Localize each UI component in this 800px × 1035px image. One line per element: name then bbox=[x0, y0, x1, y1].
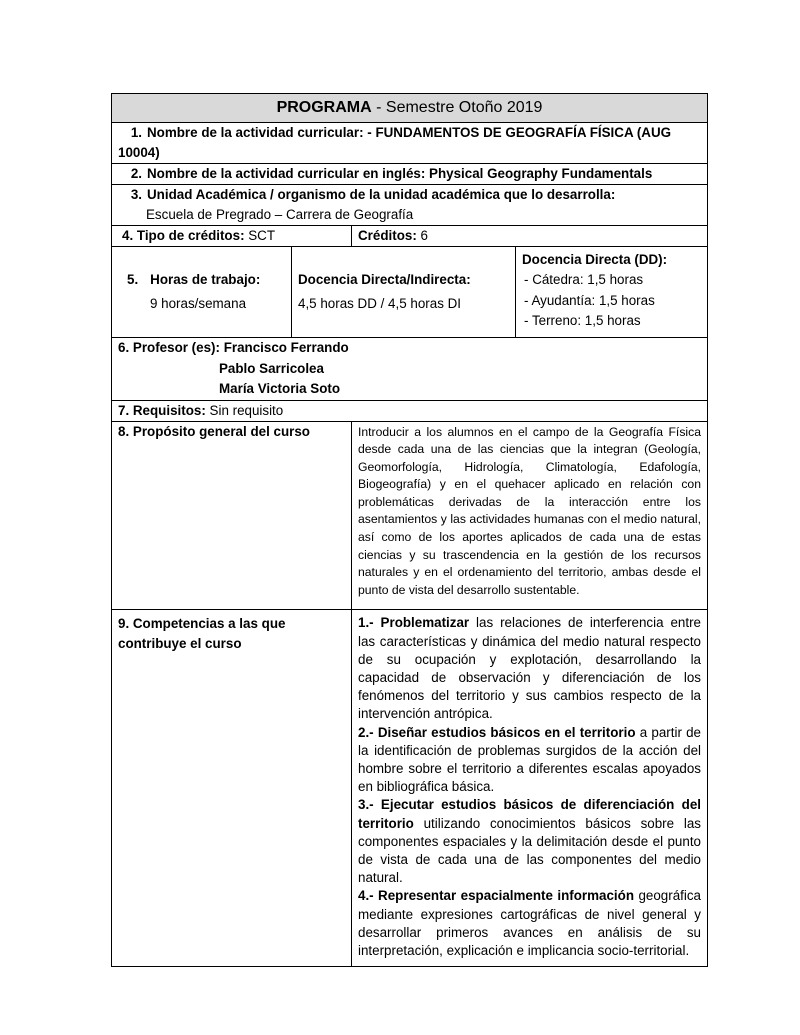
competency-item: 2.- Diseñar estudios básicos en el territorio a partir de la identificación de problemas surgidos de la acción del hombre sobre el territorio a diferentes escalas apoyados en bibliográfica básica. bbox=[358, 724, 702, 795]
professor-name: Pablo Sarricolea bbox=[219, 360, 324, 376]
row-number: 3. bbox=[130, 187, 142, 202]
purpose-label: 8. Propósito general del curso bbox=[118, 423, 310, 439]
row-work-hours bbox=[112, 247, 708, 338]
requirements-label: 7. Requisitos: bbox=[118, 402, 206, 418]
row-number: 1. bbox=[130, 125, 142, 140]
row-activity-name bbox=[112, 123, 708, 164]
credit-type-value: SCT bbox=[244, 228, 276, 243]
competencies-label: 9. Competencias a las que contribuye el curso bbox=[118, 616, 286, 652]
list-item: - Terreno: 1,5 horas bbox=[524, 311, 701, 332]
professors-label: 6. Profesor (es): bbox=[118, 340, 220, 355]
docencia-label: Docencia Directa/Indirecta: bbox=[298, 272, 471, 287]
competency-item: 3.- Ejecutar estudios básicos de diferenciación del territorio utilizando conocimientos básicos sobre las componentes espaciales y la delimitación desde el punto de vista de cada una de las componentes del medio natural. bbox=[358, 797, 701, 886]
work-hours-label: Horas de trabajo: bbox=[150, 272, 261, 287]
row-purpose bbox=[112, 421, 708, 610]
docencia-value: 4,5 horas DD / 4,5 horas DI bbox=[298, 296, 461, 311]
competency-item: 1.- Problematizar las relaciones de interferencia entre las características y dinámica del medio natural respecto de su ocupación y explotación, desarrollando la capacidad de observación y diferenciación de los fenómenos del territorio y sus cambios respecto de la intervención antrópica. bbox=[358, 615, 701, 722]
list-item: - Ayudantía: 1,5 horas bbox=[524, 291, 701, 312]
program-title: PROGRAMA - Semestre Otoño 2019 bbox=[112, 94, 708, 123]
academic-unit-label: Unidad Académica / organismo de la unidad académica que lo desarrolla: bbox=[147, 187, 616, 202]
row-activity-name-english bbox=[112, 164, 708, 185]
professor-name: Francisco Ferrando bbox=[223, 340, 349, 355]
row-requirements bbox=[112, 400, 708, 421]
work-hours-value: 9 horas/semana bbox=[150, 296, 247, 311]
english-name-value: Physical Geography Fundamentals bbox=[425, 166, 653, 181]
list-item: - Cátedra: 1,5 horas bbox=[524, 270, 701, 291]
academic-unit-value: Escuela de Pregrado – Carrera de Geografía bbox=[146, 207, 414, 222]
activity-name-value: - FUNDAMENTOS DE GEOGRAFÍA FÍSICA (AUG 10004) bbox=[118, 125, 672, 160]
activity-name-label: Nombre de la actividad curricular: bbox=[147, 125, 364, 140]
row-number: 2. bbox=[130, 166, 142, 181]
dd-label: Docencia Directa (DD): bbox=[522, 252, 668, 267]
row-credits bbox=[112, 226, 708, 247]
credit-type-label: 4. Tipo de créditos: bbox=[122, 228, 245, 243]
row-number: 5. bbox=[127, 272, 139, 287]
row-professors bbox=[112, 338, 708, 401]
competencies-list bbox=[352, 610, 708, 967]
title-row bbox=[112, 94, 708, 123]
professor-name: María Victoria Soto bbox=[219, 381, 341, 396]
dd-list bbox=[522, 270, 701, 332]
english-name-label: Nombre de la actividad curricular en inglés: bbox=[147, 166, 426, 181]
competency-item: 4.- Representar espacialmente información geográfica mediante expresiones cartográficas de nivel general y desarrollar primeros avances en análisis de su interpretación, explicación e implicancia socio-territorial. bbox=[358, 888, 701, 959]
row-academic-unit bbox=[112, 185, 708, 226]
requirements-value: Sin requisito bbox=[205, 402, 284, 418]
row-competencies bbox=[112, 610, 708, 967]
credits-label: Créditos: bbox=[358, 228, 417, 243]
program-table bbox=[111, 93, 708, 967]
purpose-text: Introducir a los alumnos en el campo de la Geografía Física desde cada una de las ciencias que la integran (Geología, Geomorfología, Hidrología, Climatología, Edafología, Biogeografía) y en el quehacer aplicado en relación con problemáticas derivadas de la interacción entre los asentamientos y las actividades humanas con el medio natural, así como de los aportes aplicados de cada una de estas ciencias y su trascendencia en la gestión de los recursos naturales y en el ordenamiento del territorio, ambas desde el punto de vista del desarrollo sustentable. bbox=[352, 421, 708, 610]
credits-value: 6 bbox=[416, 228, 428, 243]
